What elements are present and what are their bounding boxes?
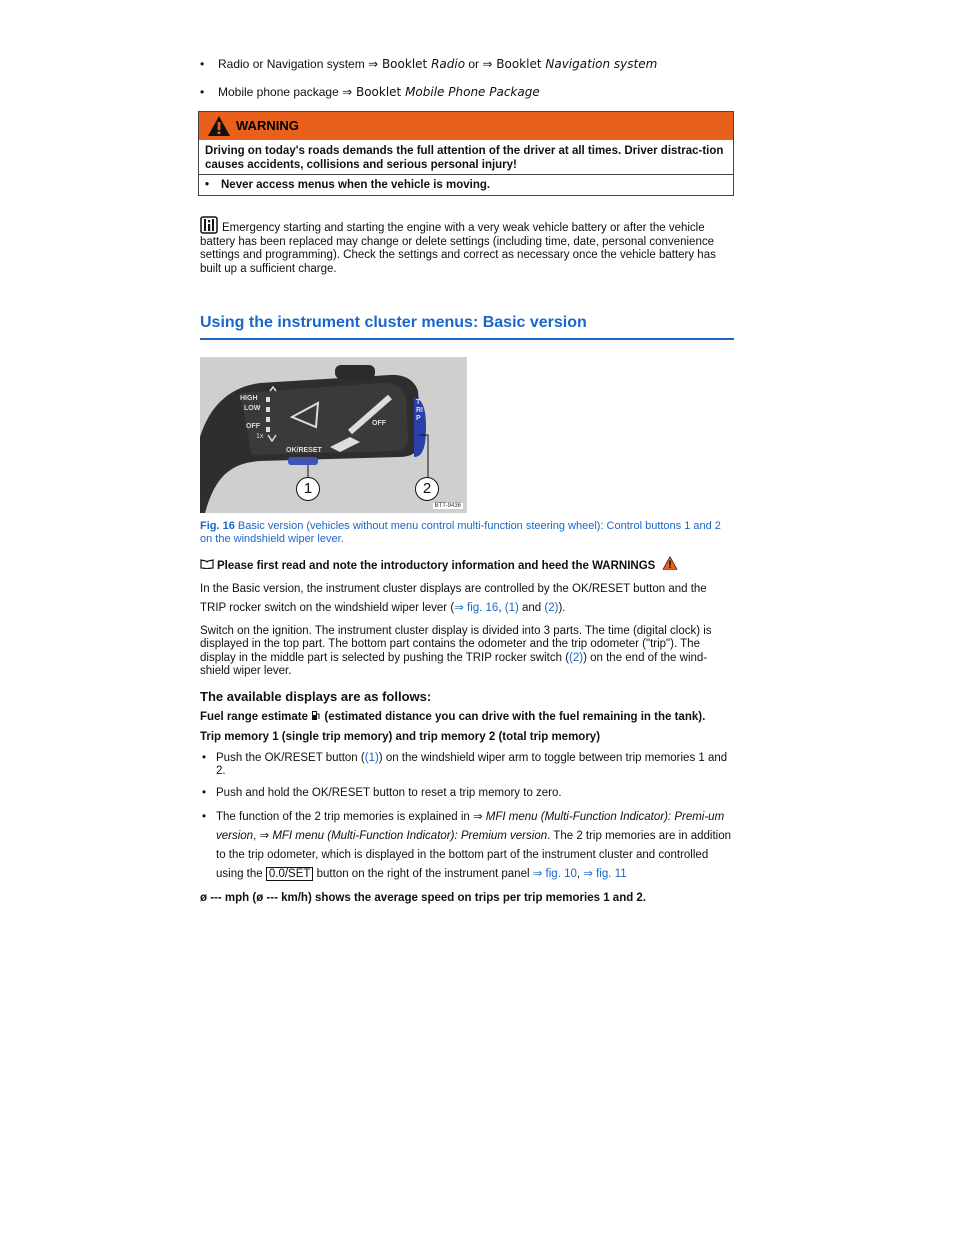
booklet-ref: ⇒ Booklet xyxy=(368,57,432,71)
warning-item xyxy=(199,174,733,195)
fig-11-link[interactable]: ⇒ fig. 11 xyxy=(583,868,627,880)
list-item xyxy=(200,84,740,100)
fig-10-link[interactable]: ⇒ fig. 10 xyxy=(532,868,577,880)
set-button-label: 0.0/SET xyxy=(266,867,314,881)
list-item xyxy=(200,787,734,801)
label-high: HIGH xyxy=(240,395,258,402)
paragraph-text: In the Basic version, the instrument cluster displays are controlled by the OK/RESET button and the TRIP rocker switch on the windshield wiper lever ( xyxy=(200,582,707,614)
label-trip: TRIP xyxy=(416,399,423,422)
warning-box xyxy=(198,111,734,196)
fuel-range-text: Fuel range estimate xyxy=(200,710,312,723)
label-1x: 1x xyxy=(256,433,264,440)
list-item xyxy=(200,56,740,72)
callout-1-label: 1 xyxy=(303,480,313,497)
paragraph-text: ). xyxy=(558,601,566,614)
list-item-text: . The 2 trip memories are in addition to the trip odometer, which is displayed in the bottom part of the instrument cluster and controlled using the xyxy=(216,830,732,880)
paragraph-text: and xyxy=(518,601,545,614)
booklet-reference-list xyxy=(200,56,740,112)
paragraph-controls xyxy=(200,580,734,618)
booklet-ref: ⇒ Booklet xyxy=(482,57,546,71)
label-off-wiper: OFF xyxy=(372,420,386,427)
list-item-text: , xyxy=(576,868,584,880)
warning-triangle-icon xyxy=(662,556,678,570)
fuel-pump-icon xyxy=(311,710,321,721)
intro-line xyxy=(200,556,734,574)
list-item-text: button on the right of the instrument panel xyxy=(313,868,533,880)
trip-memory-list xyxy=(200,752,734,885)
fuel-range-line xyxy=(200,710,734,725)
callout-2-label: 2 xyxy=(422,480,432,497)
info-note-icon xyxy=(200,216,218,234)
figure-caption xyxy=(200,520,734,546)
callout-2-link[interactable]: (2) xyxy=(544,601,559,614)
warning-title: WARNING xyxy=(236,118,299,133)
list-item-text: , ⇒ xyxy=(253,830,273,842)
warning-item-text: Never access menus when the vehicle is moving. xyxy=(221,179,491,191)
wiper-lever-figure xyxy=(200,357,467,513)
figure-caption-text: Basic version (vehicles without menu control multi-function steering wheel): Control buttons 1 and 2 on the windshield wiper lever. xyxy=(200,520,721,545)
body-text xyxy=(200,556,734,913)
label-off: OFF xyxy=(246,423,260,430)
mfi-premium-ref[interactable]: MFI menu (Multi-Function Indicator): Premi-um version xyxy=(216,811,725,842)
list-item-text: Push and hold the OK/RESET button to reset a trip memory to zero. xyxy=(216,786,562,799)
booklet-title: Mobile Phone Package xyxy=(405,85,540,99)
list-item xyxy=(200,808,734,884)
label-ok-reset: OK/RESET xyxy=(286,447,322,454)
bullet-dot: • xyxy=(202,751,207,764)
bullet-dot: • xyxy=(202,811,207,823)
figure-code: BTT-9436 xyxy=(434,503,461,509)
bullet-dot: • xyxy=(200,57,205,71)
bullet-dot: • xyxy=(202,786,207,799)
mfi-premium-ref[interactable]: MFI menu (Multi-Function Indicator): Premium version xyxy=(272,830,548,842)
list-item-text: Push the OK/RESET button ( xyxy=(216,751,365,764)
booklet-title: Radio xyxy=(431,57,466,71)
fuel-range-text: (estimated distance you can drive with the fuel remaining in the tank). xyxy=(321,710,706,723)
list-item xyxy=(200,752,734,779)
callout-2-link[interactable]: (2) xyxy=(569,651,584,664)
label-low: LOW xyxy=(244,405,261,412)
paragraph-display xyxy=(200,625,734,679)
booklet-ref: ⇒ Booklet xyxy=(342,85,406,99)
list-item-text: Radio or Navigation system xyxy=(218,57,369,71)
trip-memory-heading: Trip memory 1 (single trip memory) and trip memory 2 (total trip memory) xyxy=(200,731,601,743)
booklet-title: Navigation system xyxy=(545,57,658,71)
paragraph-text: ) on the end of the wind-shield wiper lever. xyxy=(200,651,708,677)
subheading: The available displays are as follows: xyxy=(200,688,432,704)
callout-1-link[interactable]: (1) xyxy=(364,751,379,764)
paragraph-text: Switch on the ignition. The instrument cluster display is divided into 3 parts. The time (digital clock) is displayed in the top part. The bottom part contains the odometer and the trip odometer ("trip"). The display in the middle part is selected by pushing the TRIP rocker switch ( xyxy=(200,624,712,664)
bullet-dot: • xyxy=(205,179,210,191)
list-item-text: The function of the 2 trip memories is explained in ⇒ xyxy=(216,811,486,823)
callout-1-link[interactable]: (1) xyxy=(504,601,519,614)
callout-2 xyxy=(415,477,439,501)
bullet-dot: • xyxy=(200,85,205,99)
warning-text: Driving on today's roads demands the full attention of the driver at all times. Driver distrac-tion causes accidents, collisions and serious personal injury! xyxy=(205,145,724,171)
note-paragraph xyxy=(200,216,732,276)
paragraph-text: , xyxy=(498,601,505,614)
fig-16-link[interactable]: ⇒ fig. 16 xyxy=(454,601,499,614)
callout-1 xyxy=(296,477,320,501)
list-item-text: or xyxy=(465,57,483,71)
note-text: Emergency starting and starting the engine with a very weak vehicle battery or after the vehicle battery has been replaced may change or delete settings (including time, date, personal convenience settings and programming). Check the settings and correct as necessary once the vehicle battery has built up a sufficient charge. xyxy=(200,222,716,275)
average-speed-line: ø --- mph (ø --- km/h) shows the average speed on trips per trip memories 1 and 2. xyxy=(200,892,647,904)
warning-triangle-icon xyxy=(207,115,231,137)
figure-caption-label: Fig. 16 xyxy=(200,520,235,532)
list-item-text: ) on the windshield wiper arm to toggle between trip memories 1 and 2. xyxy=(216,751,728,777)
book-icon xyxy=(200,559,214,569)
section-heading: Using the instrument cluster menus: Basic version xyxy=(200,314,734,340)
list-item-text: Mobile phone package xyxy=(218,85,343,99)
intro-text: Please first read and note the introductory information and heed the WARNINGS xyxy=(217,560,656,572)
warning-header xyxy=(199,112,733,140)
